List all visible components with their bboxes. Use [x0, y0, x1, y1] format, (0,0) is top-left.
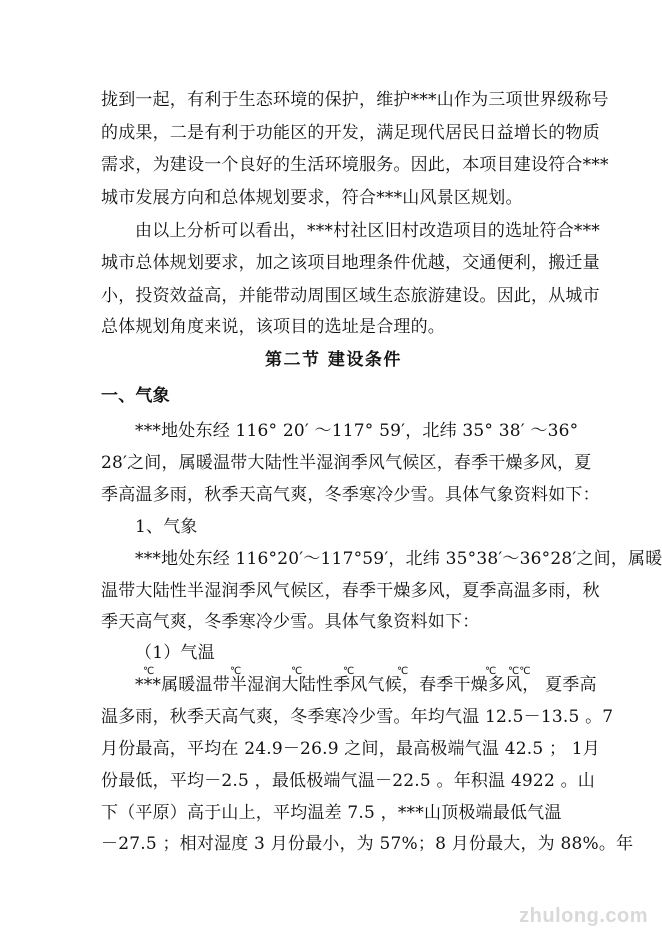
paragraph-2-line-1: 由以上分析可以看出，***村社区旧村改造项目的选址符合***: [135, 221, 600, 241]
paragraph-4-line-3: 季天高气爽，冬季寒冷少雪。具体气象资料如下：: [101, 612, 480, 632]
paragraph-2-line-4: 总体规划角度来说，该项目的选址是合理的。: [101, 317, 445, 337]
subsection-heading: 一、气象: [101, 386, 170, 406]
paragraph-5-line-1: ***属暖温带半湿润大陆性季风气候，春季干燥多风， 夏季高: [135, 675, 597, 695]
paragraph-4-line-1: ***地处东经 116°20′～117°59′，北纬 35°38′～36°28′之间，属暖: [135, 549, 662, 569]
paragraph-3-line-3: 季高温多雨，秋季天高气爽，冬季寒冷少雪。具体气象资料如下：: [101, 485, 600, 505]
stray-unit-2: ℃: [230, 666, 242, 677]
item-heading-temperature: （1）气温: [135, 643, 215, 663]
paragraph-3-line-1: ***地处东经 116° 20′ ～117° 59′，北纬 35° 38′ ～36°: [135, 421, 579, 441]
paragraph-2-line-2: 城市总体规划要求，加之该项目地理条件优越，交通便利，搬迁量: [101, 253, 600, 273]
stray-unit-7: ℃℃: [508, 666, 531, 677]
paragraph-5-line-6: －27.5 ；相对湿度 3 月份最小，为 57%；8 月份最大，为 88%。年: [101, 834, 634, 854]
paragraph-5-line-2: 温多雨，秋季天高气爽，冬季寒冷少雪。年均气温 12.5－13.5 。7: [101, 707, 614, 727]
stray-unit-5: ℃: [397, 666, 409, 677]
paragraph-5-line-3: 月份最高，平均在 24.9－26.9 之间，最高极端气温 42.5 ； 1月: [101, 739, 600, 759]
stray-unit-4: ℃: [343, 666, 355, 677]
paragraph-1-line-2: 的成果，二是有利于功能区的开发，满足现代居民日益增长的物质: [101, 123, 600, 143]
paragraph-5-line-4: 份最低，平均－2.5 ，最低极端气温－22.5 。年积温 4922 。山: [101, 771, 595, 791]
stray-unit-3: ℃: [291, 666, 303, 677]
paragraph-1-line-1: 拢到一起，有利于生态环境的保护，维护***山作为三项世界级称号: [101, 90, 609, 110]
paragraph-5-line-5: 下（平原）高于山上，平均温差 7.5 ，***山顶极端最低气温: [101, 803, 562, 823]
paragraph-4-line-2: 温带大陆性半湿润季风气候区，春季干燥多风，夏季高温多雨，秋: [101, 581, 600, 601]
stray-unit-6: ℃: [485, 666, 497, 677]
paragraph-1-line-3: 需求，为建设一个良好的生活环境服务。因此，本项目建设符合***: [101, 155, 609, 175]
item-heading-weather: 1、气象: [135, 517, 198, 537]
paragraph-3-line-2: 28′之间，属暖温带大陆性半湿润季风气候区，春季干燥多风，夏: [101, 453, 592, 473]
watermark-logo: zhulong.com: [519, 905, 648, 927]
section-title: 第二节 建设条件: [265, 350, 402, 370]
paragraph-1-line-4: 城市发展方向和总体规划要求，符合***山风景区规划。: [101, 188, 523, 208]
stray-unit-1: ℃: [143, 666, 155, 677]
paragraph-2-line-3: 小，投资效益高，并能带动周围区域生态旅游建设。因此，从城市: [101, 286, 600, 306]
